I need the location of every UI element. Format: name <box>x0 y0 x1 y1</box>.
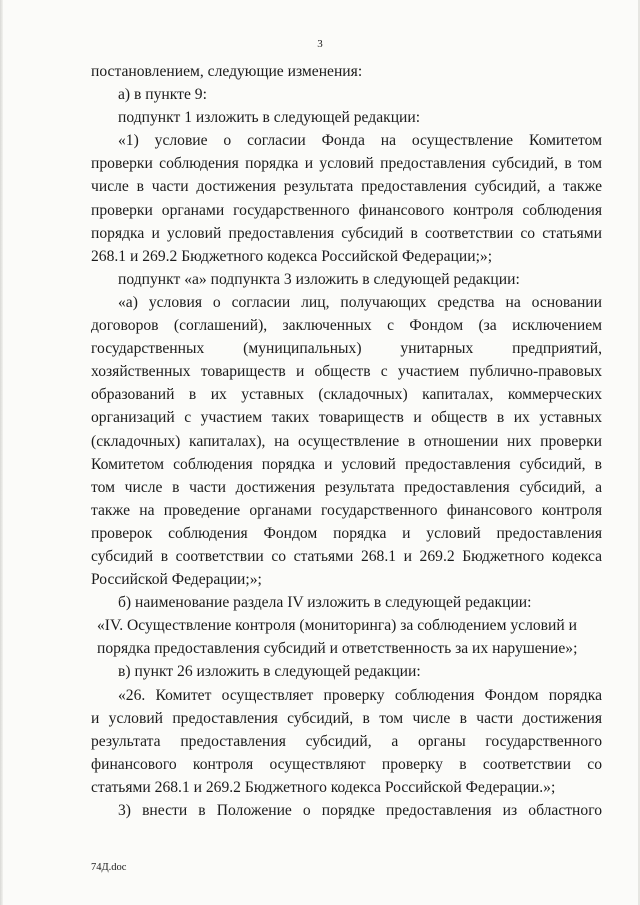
text-line: государственных (муниципальных) унитарных предприятий, <box>91 340 602 358</box>
text-line: организаций с участием таких товариществ и обществ в их уставных <box>91 409 602 427</box>
file-name-footer: 74Д.doc <box>91 862 127 873</box>
text-line: образований в их уставных (складочных) капиталах, коммерческих <box>91 386 602 404</box>
text-line: проверки соблюдения порядка и условий предоставления субсидий, в том <box>91 155 602 173</box>
text-line: подпункт 1 изложить в следующей редакции: <box>118 109 421 127</box>
text-line: числе в части достижения результата предоставления субсидий, а также <box>91 178 602 196</box>
text-line: порядка предоставления субсидий и ответственность за их нарушение»; <box>97 640 578 658</box>
text-line: 3) внести в Положение о порядке предоставления из областного <box>118 802 602 819</box>
text-line: и условий предоставления субсидий, в том числе в части достижения <box>91 709 602 727</box>
text-line: проверок соблюдения Фондом порядка и условий предоставления <box>91 524 602 542</box>
text-line: (складочных) капиталах), на осуществление в отношении них проверки <box>91 432 602 450</box>
text-line: субсидий в соответствии со статьями 268.1 и 269.2 Бюджетного кодекса <box>91 547 602 565</box>
text-line: 268.1 и 269.2 Бюджетного кодекса Российской Федерации;»; <box>91 247 493 265</box>
text-line: в) пункт 26 изложить в следующей редакции: <box>118 663 421 681</box>
text-line: а) в пункте 9: <box>118 86 207 104</box>
text-line: постановлением, следующие изменения: <box>91 63 363 80</box>
text-line: финансового контроля осуществляют проверку в соответствии со <box>91 755 602 773</box>
text-line: проверки органами государственного финансового контроля соблюдения <box>91 201 602 219</box>
text-line: «1) условие о согласии Фонда на осуществление Комитетом <box>118 132 602 150</box>
text-line: подпункт «а» подпункта 3 изложить в следующей редакции: <box>118 270 520 288</box>
text-line: статьями 268.1 и 269.2 Бюджетного кодекса Российской Федерации.»; <box>91 778 556 796</box>
text-line: том числе в части достижения результата предоставления субсидий, а <box>91 478 602 496</box>
text-line: порядка и условий предоставления субсидий в соответствии со статьями <box>91 224 602 242</box>
text-line: Российской Федерации;»; <box>91 571 262 589</box>
text-line: «26. Комитет осуществляет проверку соблюдения Фондом порядка <box>118 686 602 704</box>
text-line: результата предоставления субсидий, а органы государственного <box>91 732 602 750</box>
scan-edge-left <box>0 0 3 905</box>
text-line: Комитетом соблюдения порядка и условий предоставления субсидий, в <box>91 455 602 473</box>
text-line: также на проведение органами государственного финансового контроля <box>91 501 602 519</box>
text-line: «а) условия о согласии лиц, получающих средства на основании <box>118 293 602 311</box>
document-body <box>91 60 602 822</box>
text-line: договоров (соглашений), заключенных с Фондом (за исключением <box>91 317 602 335</box>
text-line: б) наименование раздела IV изложить в следующей редакции: <box>118 594 532 612</box>
text-line: хозяйственных товариществ и обществ с участием публично-правовых <box>91 363 602 381</box>
text-line: «IV. Осуществление контроля (мониторинга) за соблюдением условий и <box>97 617 577 635</box>
page-number: 3 <box>317 38 323 50</box>
